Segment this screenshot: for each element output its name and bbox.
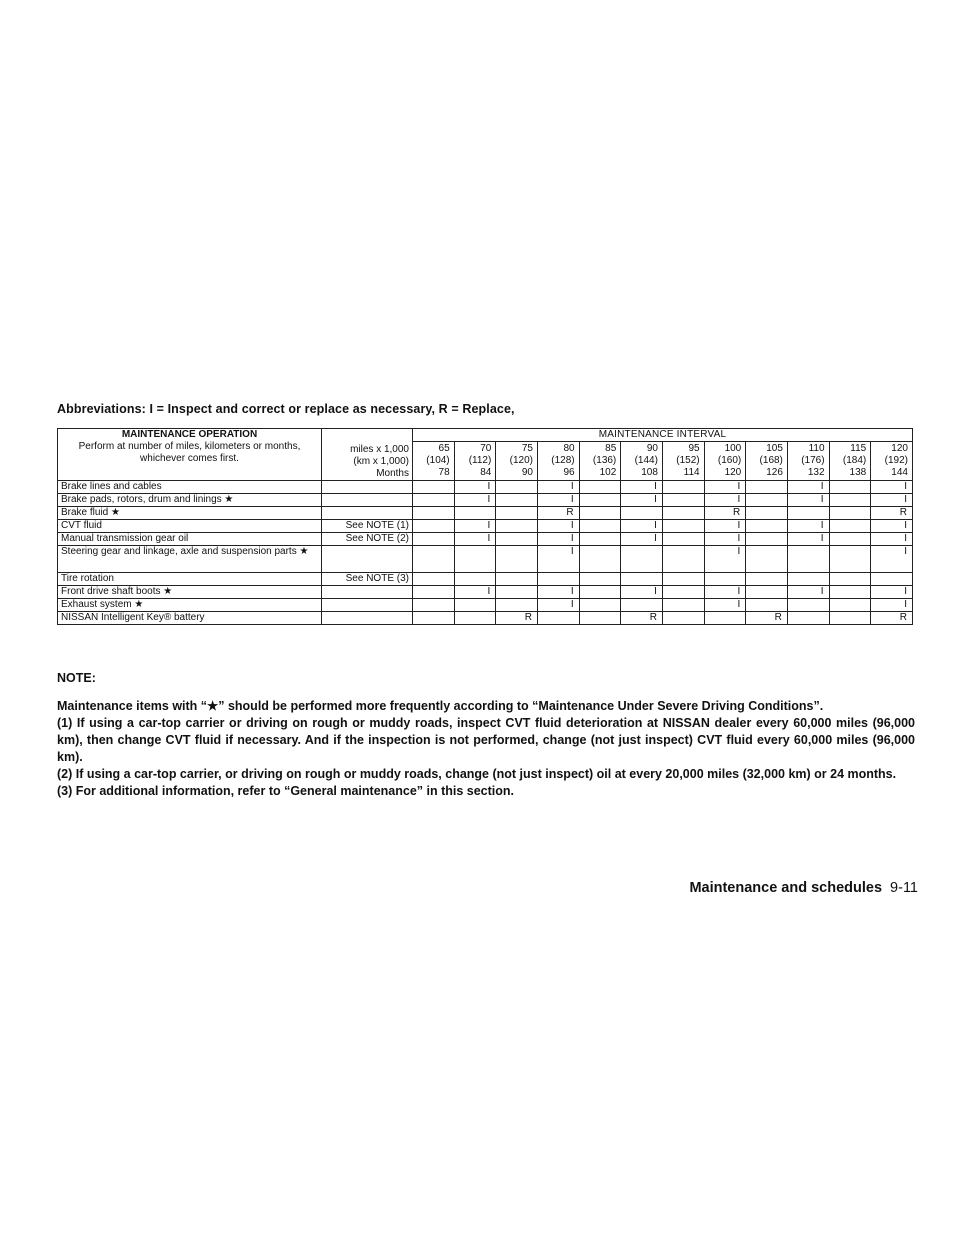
schedule-cell	[496, 599, 538, 612]
schedule-cell	[413, 481, 455, 494]
table-row	[58, 520, 913, 533]
schedule-cell	[413, 494, 455, 507]
schedule-cell: I	[787, 481, 829, 494]
operation-header-desc: Perform at number of miles, kilometers or months, whichever comes first.	[78, 441, 301, 464]
schedule-cell: R	[621, 612, 663, 625]
schedule-cell	[579, 507, 621, 520]
schedule-cell: I	[704, 599, 746, 612]
table-row	[58, 573, 913, 586]
operation-header-title: MAINTENANCE OPERATION	[121, 429, 258, 440]
interval-header-cell: 120 (192) 144	[871, 442, 913, 481]
interval-header-cell: 90 (144) 108	[621, 442, 663, 481]
schedule-cell	[829, 573, 871, 586]
schedule-cell	[662, 481, 704, 494]
schedule-cell	[829, 546, 871, 573]
schedule-cell	[579, 494, 621, 507]
schedule-cell	[787, 507, 829, 520]
schedule-cell	[746, 533, 788, 546]
schedule-cell: I	[871, 520, 913, 533]
operation-name: Manual transmission gear oil	[58, 533, 322, 546]
operation-name: Steering gear and linkage, axle and suspension parts ★	[58, 546, 322, 573]
operation-note: See NOTE (2)	[322, 533, 413, 546]
schedule-cell: R	[871, 507, 913, 520]
table-row	[58, 507, 913, 520]
schedule-body	[58, 481, 913, 625]
operation-name: Brake fluid ★	[58, 507, 322, 520]
interval-header-cell: 70 (112) 84	[454, 442, 496, 481]
operation-note: See NOTE (1)	[322, 520, 413, 533]
schedule-cell	[413, 573, 455, 586]
interval-header-cell: 110 (176) 132	[787, 442, 829, 481]
schedule-cell	[454, 546, 496, 573]
schedule-cell: I	[871, 586, 913, 599]
schedule-cell	[413, 533, 455, 546]
schedule-cell	[746, 494, 788, 507]
schedule-cell	[662, 546, 704, 573]
schedule-cell	[829, 533, 871, 546]
schedule-cell	[579, 520, 621, 533]
schedule-cell: I	[787, 586, 829, 599]
schedule-cell	[413, 546, 455, 573]
page-number: 9-11	[890, 880, 918, 896]
schedule-cell	[662, 494, 704, 507]
schedule-cell	[537, 612, 579, 625]
schedule-cell	[829, 599, 871, 612]
schedule-cell	[746, 507, 788, 520]
schedule-cell	[787, 573, 829, 586]
operation-name: Brake lines and cables	[58, 481, 322, 494]
schedule-cell	[746, 520, 788, 533]
schedule-cell: I	[704, 586, 746, 599]
operation-name: Exhaust system ★	[58, 599, 322, 612]
schedule-cell: I	[787, 520, 829, 533]
schedule-cell: R	[537, 507, 579, 520]
units-header: miles x 1,000 (km x 1,000) Months	[322, 429, 413, 481]
operation-note	[322, 494, 413, 507]
table-row	[58, 599, 913, 612]
schedule-cell: R	[746, 612, 788, 625]
abbreviations-line: Abbreviations: I = Inspect and correct or replace as necessary, R = Replace,	[57, 402, 515, 416]
schedule-cell: I	[537, 494, 579, 507]
schedule-cell	[787, 546, 829, 573]
schedule-cell	[662, 533, 704, 546]
interval-header-cell: 100 (160) 120	[704, 442, 746, 481]
schedule-cell: I	[871, 533, 913, 546]
schedule-cell	[662, 507, 704, 520]
operation-name: NISSAN Intelligent Key® battery	[58, 612, 322, 625]
notes-section	[57, 670, 915, 800]
schedule-cell	[746, 546, 788, 573]
schedule-cell	[579, 586, 621, 599]
schedule-cell	[746, 599, 788, 612]
schedule-cell: I	[787, 533, 829, 546]
schedule-cell	[621, 546, 663, 573]
schedule-cell	[454, 507, 496, 520]
schedule-cell	[704, 573, 746, 586]
note-star: Maintenance items with “★” should be performed more frequently according to “Maintenance Under Severe Driving Conditions”.	[57, 699, 824, 713]
schedule-cell	[621, 507, 663, 520]
schedule-cell	[662, 612, 704, 625]
schedule-cell	[454, 599, 496, 612]
schedule-cell	[496, 494, 538, 507]
schedule-cell	[621, 573, 663, 586]
operation-note	[322, 586, 413, 599]
schedule-cell	[746, 481, 788, 494]
interval-header-cell: 105 (168) 126	[746, 442, 788, 481]
schedule-cell	[579, 481, 621, 494]
schedule-cell	[662, 573, 704, 586]
maintenance-schedule-table	[57, 428, 913, 625]
schedule-cell	[413, 507, 455, 520]
schedule-cell: I	[454, 533, 496, 546]
schedule-cell	[829, 507, 871, 520]
schedule-cell: I	[704, 481, 746, 494]
operation-note	[322, 481, 413, 494]
schedule-cell: I	[871, 494, 913, 507]
interval-header-cell: 75 (120) 90	[496, 442, 538, 481]
schedule-cell	[496, 546, 538, 573]
schedule-cell	[704, 612, 746, 625]
operation-note: See NOTE (3)	[322, 573, 413, 586]
interval-header-cell: 115 (184) 138	[829, 442, 871, 481]
operation-name: Tire rotation	[58, 573, 322, 586]
interval-header-cell: 85 (136) 102	[579, 442, 621, 481]
operation-note	[322, 599, 413, 612]
note-3: (3) For additional information, refer to “General maintenance” in this section.	[57, 784, 515, 798]
interval-header-cell: 95 (152) 114	[662, 442, 704, 481]
schedule-cell: I	[537, 520, 579, 533]
operation-note	[322, 507, 413, 520]
schedule-cell: I	[537, 546, 579, 573]
interval-header-cell: 80 (128) 96	[537, 442, 579, 481]
schedule-cell: I	[454, 586, 496, 599]
schedule-cell	[496, 533, 538, 546]
schedule-cell	[621, 599, 663, 612]
schedule-cell	[579, 612, 621, 625]
schedule-cell	[579, 533, 621, 546]
schedule-cell	[829, 494, 871, 507]
schedule-cell: I	[621, 481, 663, 494]
table-row	[58, 546, 913, 573]
schedule-cell: I	[454, 520, 496, 533]
schedule-cell	[496, 481, 538, 494]
schedule-cell: I	[537, 586, 579, 599]
schedule-cell: R	[496, 612, 538, 625]
operation-name: Brake pads, rotors, drum and linings ★	[58, 494, 322, 507]
table-row	[58, 586, 913, 599]
operation-name: CVT fluid	[58, 520, 322, 533]
operation-name: Front drive shaft boots ★	[58, 586, 322, 599]
schedule-cell: I	[704, 546, 746, 573]
table-row	[58, 612, 913, 625]
schedule-cell	[496, 573, 538, 586]
schedule-cell	[496, 520, 538, 533]
interval-header: MAINTENANCE INTERVAL	[413, 429, 913, 442]
table-row	[58, 494, 913, 507]
schedule-cell	[787, 599, 829, 612]
schedule-cell: I	[704, 494, 746, 507]
schedule-cell	[454, 573, 496, 586]
schedule-cell	[746, 586, 788, 599]
schedule-cell	[829, 520, 871, 533]
schedule-cell	[413, 599, 455, 612]
schedule-cell	[579, 546, 621, 573]
schedule-cell: R	[704, 507, 746, 520]
schedule-cell	[579, 573, 621, 586]
schedule-cell	[579, 599, 621, 612]
schedule-cell: I	[454, 494, 496, 507]
schedule-cell	[413, 612, 455, 625]
schedule-cell	[537, 573, 579, 586]
footer-section-title: Maintenance and schedules	[689, 880, 883, 896]
interval-header-cell: 65 (104) 78	[413, 442, 455, 481]
schedule-cell: I	[621, 533, 663, 546]
notes-header: NOTE:	[57, 671, 96, 685]
schedule-cell: I	[537, 533, 579, 546]
schedule-cell	[662, 586, 704, 599]
note-1: (1) If using a car-top carrier or driving on rough or muddy roads, inspect CVT fluid deterioration at NISSAN dealer every 60,000 miles (96,000 km), then change CVT fluid if necessary. And if the inspection is not performed, change (not just inspect) CVT fluid every 60,000 miles (96,000 km).	[57, 716, 915, 764]
schedule-cell	[454, 612, 496, 625]
operation-note	[322, 546, 413, 573]
schedule-cell	[662, 520, 704, 533]
schedule-cell	[829, 612, 871, 625]
schedule-cell	[746, 573, 788, 586]
schedule-cell	[496, 507, 538, 520]
schedule-cell	[413, 586, 455, 599]
schedule-cell: I	[621, 494, 663, 507]
schedule-cell: I	[704, 533, 746, 546]
schedule-cell: I	[787, 494, 829, 507]
schedule-cell	[871, 573, 913, 586]
schedule-cell	[829, 586, 871, 599]
schedule-cell: I	[704, 520, 746, 533]
operation-header	[58, 429, 322, 481]
table-row	[58, 533, 913, 546]
schedule-cell	[787, 612, 829, 625]
schedule-cell: I	[621, 586, 663, 599]
schedule-cell: I	[621, 520, 663, 533]
page-footer	[689, 880, 918, 896]
schedule-cell	[662, 599, 704, 612]
schedule-cell: I	[871, 481, 913, 494]
schedule-cell	[413, 520, 455, 533]
schedule-cell: I	[871, 546, 913, 573]
schedule-cell	[829, 481, 871, 494]
note-2: (2) If using a car-top carrier, or driving on rough or muddy roads, change (not just inspect) oil at every 20,000 miles (32,000 km) or 24 months.	[57, 767, 897, 781]
schedule-cell: I	[537, 599, 579, 612]
operation-note	[322, 612, 413, 625]
schedule-cell: I	[537, 481, 579, 494]
schedule-cell: I	[871, 599, 913, 612]
schedule-cell	[496, 586, 538, 599]
table-row	[58, 481, 913, 494]
schedule-cell: I	[454, 481, 496, 494]
schedule-cell: R	[871, 612, 913, 625]
